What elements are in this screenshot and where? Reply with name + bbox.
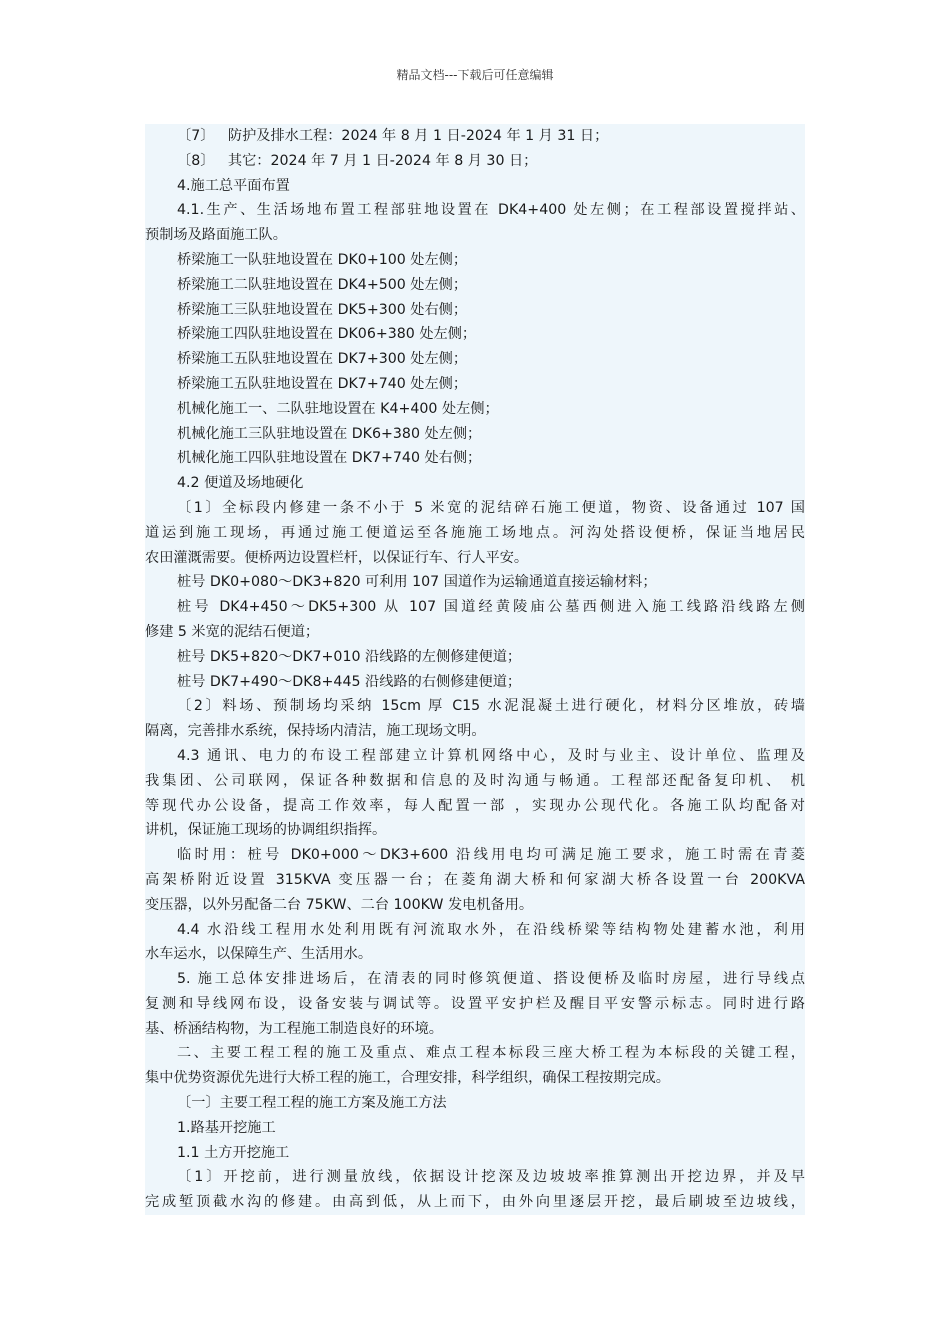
text-line: 基、桥涵结构物，为工程施工制造良好的环境。 [145, 1020, 443, 1037]
text-line: 完成堑顶截水沟的修建。由高到低，从上而下，由外向里逐层开挖，最后刷坡至边坡线， [145, 1194, 805, 1211]
text-line: 4.3 通讯、电力的布设工程部建立计算机网络中心，及时与业主、设计单位、监理及 [177, 747, 805, 764]
text-line: 〔2〕料场、预制场均采纳 15cm 厚 C15 水泥混凝土进行硬化，材料分区堆放，砖墙 [177, 698, 805, 715]
text-line: 隔离，完善排水系统，保持场内清洁，施工现场文明。 [145, 723, 486, 740]
text-line: 临时用：桩号 DK0+000～DK3+600 沿线用电均可满足施工要求，施工时需在青菱 [177, 847, 805, 864]
text-line: 农田灌溉需要。便桥两边设置栏杆，以保证行车、行人平安。 [145, 549, 529, 566]
page-header: 精品文档---下载后可任意编辑 [396, 68, 554, 82]
text-line: 〔8〕 其它：2024 年 7 月 1 日-2024 年 8 月 30 日； [177, 152, 538, 169]
text-line: 5. 施工总体安排进场后，在清表的同时修筑便道、搭设便桥及临时房屋，进行导线点 [177, 971, 805, 988]
text-line: 机械化施工四队驻地设置在 DK7+740 处右侧； [177, 450, 482, 467]
text-line: 桥梁施工二队驻地设置在 DK4+500 处左侧； [177, 276, 468, 293]
text-line: 机械化施工一、二队驻地设置在 K4+400 处左侧； [177, 400, 499, 417]
text-line: 道运到施工现场，再通过施工便道运至各施施工场地点。河沟处搭设便桥，保证当地居民 [145, 524, 805, 541]
text-line: 预制场及路面施工队。 [145, 227, 287, 244]
text-line: 〔1〕全标段内修建一条不小于 5 米宽的泥结碎石施工便道，物资、设备通过 107 国 [177, 499, 805, 516]
text-line: 4.4 水沿线工程用水处利用既有河流取水外，在沿线桥梁等结构物处建蓄水池，利用 [177, 921, 805, 938]
text-line: 桩号 DK7+490～DK8+445 沿线路的右侧修建便道； [177, 673, 522, 690]
text-line: 修建 5 米宽的泥结石便道； [145, 623, 320, 640]
text-line: 变压器，以外另配备二台 75KW、二台 100KW 发电机备用。 [145, 896, 534, 913]
text-line: 机械化施工三队驻地设置在 DK6+380 处左侧； [177, 425, 482, 442]
text-line: 桩号 DK0+080～DK3+820 可利用 107 国道作为运输通道直接运输材料； [177, 574, 657, 591]
text-line: 桥梁施工五队驻地设置在 DK7+300 处左侧； [177, 351, 468, 368]
text-line: 4.2 便道及场地硬化 [177, 475, 304, 492]
text-line: 水车运水，以保障生产、生活用水。 [145, 946, 373, 963]
text-line: 桩号 DK4+450～DK5+300 从 107 国道经黄陵庙公墓西侧进入施工线路沿线路左侧 [177, 599, 805, 616]
text-line: 高架桥附近设置 315KVA 变压器一台；在菱角湖大桥和何家湖大桥各设置一台 200KVA [145, 871, 805, 888]
text-line: 1.1 土方开挖施工 [177, 1144, 290, 1161]
text-line: 桥梁施工四队驻地设置在 DK06+380 处左侧； [177, 326, 477, 343]
text-line: 〔1〕开挖前，进行测量放线，依据设计挖深及边坡坡率推算测出开挖边界，并及早 [177, 1169, 805, 1186]
text-line: 二、主要工程工程的施工及重点、难点工程本标段三座大桥工程为本标段的关键工程， [177, 1045, 805, 1062]
text-line: 1.路基开挖施工 [177, 1119, 276, 1136]
text-line: 〔一〕主要工程工程的施工方案及施工方法 [177, 1095, 447, 1112]
text-line: 等现代办公设备，提高工作效率，每人配置一部 ，实现办公现代化。各施工队均配备对 [145, 797, 805, 814]
text-line: 复测和导线网布设，设备安装与调试等。设置平安护栏及醒目平安警示标志。同时进行路 [145, 995, 805, 1012]
text-line: 〔7〕 防护及排水工程：2024 年 8 月 1 日-2024 年 1 月 31 日； [177, 128, 609, 144]
text-line: 桩号 DK5+820～DK7+010 沿线路的左侧修建便道； [177, 648, 522, 665]
text-line: 4.1.生产、生活场地布置工程部驻地设置在 DK4+400 处左侧；在工程部设置搅拌站、 [177, 202, 805, 219]
document-body [145, 124, 805, 1215]
text-line: 桥梁施工三队驻地设置在 DK5+300 处右侧； [177, 301, 468, 318]
text-line: 4.施工总平面布置 [177, 177, 290, 194]
text-line: 桥梁施工一队驻地设置在 DK0+100 处左侧； [177, 251, 468, 268]
text-line: 讲机，保证施工现场的协调组织指挥。 [145, 822, 387, 839]
text-line: 桥梁施工五队驻地设置在 DK7+740 处左侧； [177, 375, 468, 392]
text-line: 集中优势资源优先进行大桥工程的施工，合理安排，科学组织，确保工程按期完成。 [145, 1070, 670, 1087]
text-line: 我集团、公司联网，保证各种数据和信息的及时沟通与畅通。工程部还配备复印机、 机 [145, 772, 805, 789]
